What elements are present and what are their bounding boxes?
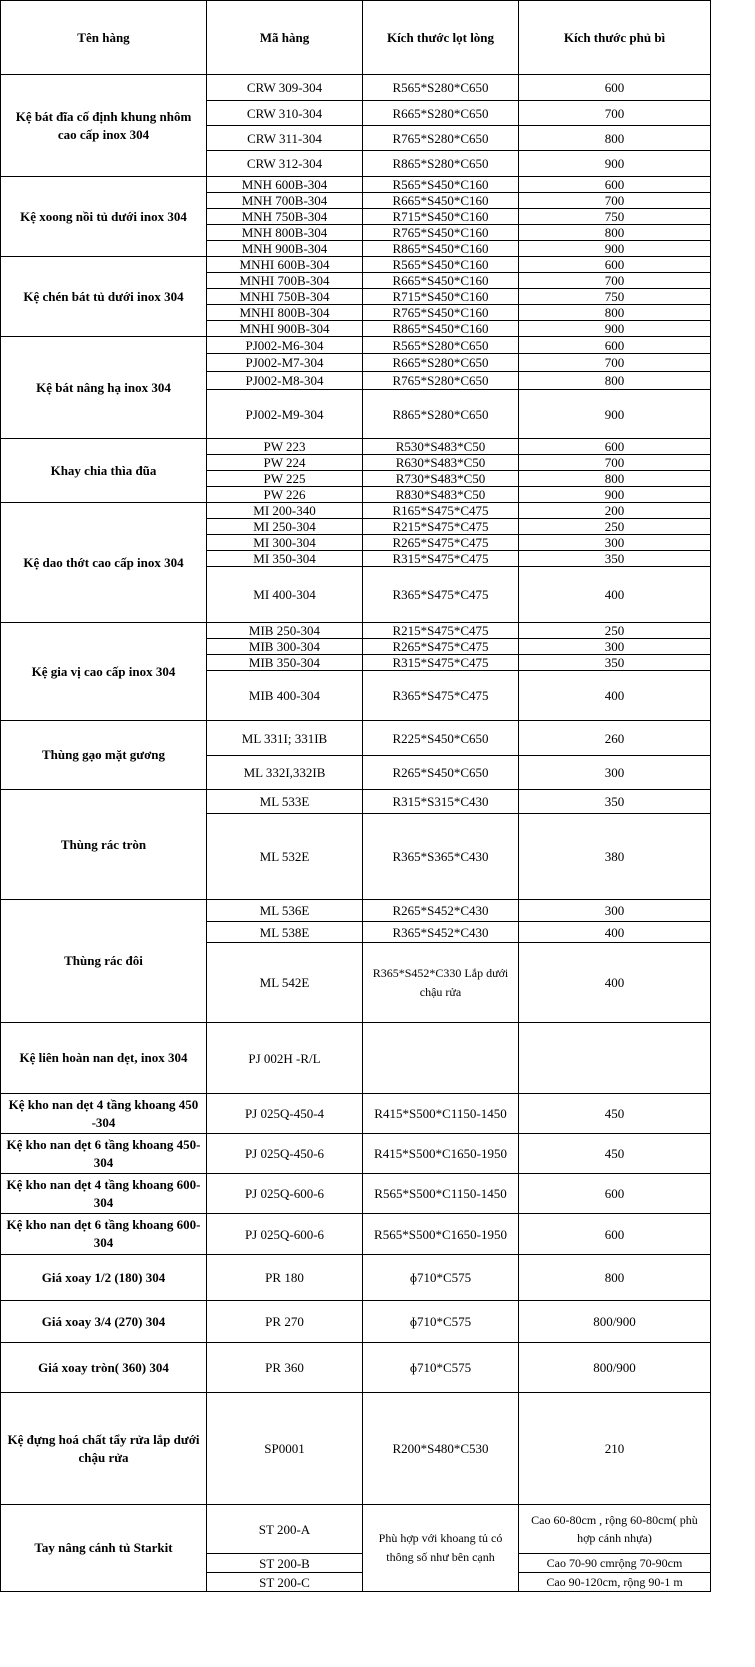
inner-size: R565*S450*C160 [363, 177, 519, 193]
product-code: SP0001 [207, 1393, 363, 1505]
product-code: MIB 400-304 [207, 671, 363, 721]
product-code: CRW 310-304 [207, 101, 363, 126]
table-row [1, 1094, 711, 1134]
table-row [1, 1023, 711, 1094]
inner-size: ɸ710*C575 [363, 1255, 519, 1301]
outer-size: 380 [519, 814, 711, 900]
product-code: PJ 025Q-450-6 [207, 1134, 363, 1174]
outer-size: 600 [519, 337, 711, 354]
outer-size: 600 [519, 75, 711, 101]
table-row [1, 790, 711, 814]
outer-size: 450 [519, 1134, 711, 1174]
product-code: PJ002-M8-304 [207, 372, 363, 390]
product-code: PW 225 [207, 471, 363, 487]
table-row [1, 439, 711, 455]
outer-size: 400 [519, 567, 711, 623]
table-body [1, 1, 711, 1592]
product-name: Kệ gia vị cao cấp inox 304 [1, 623, 207, 721]
outer-size: 800 [519, 305, 711, 321]
product-name: Tay nâng cánh tủ Starkit [1, 1505, 207, 1592]
outer-size: 800 [519, 471, 711, 487]
product-code: MNHI 700B-304 [207, 273, 363, 289]
product-code: ML 332I,332IB [207, 756, 363, 790]
header-outer-size: Kích thước phủ bì [519, 1, 711, 75]
product-code: MNH 700B-304 [207, 193, 363, 209]
product-code: ST 200-A [207, 1505, 363, 1554]
product-code: PW 223 [207, 439, 363, 455]
inner-size: R215*S475*C475 [363, 623, 519, 639]
outer-size: 260 [519, 721, 711, 756]
inner-size: R865*S280*C650 [363, 390, 519, 439]
inner-size [363, 1023, 519, 1094]
outer-size: 600 [519, 1214, 711, 1255]
inner-size: R630*S483*C50 [363, 455, 519, 471]
outer-size: 750 [519, 209, 711, 225]
inner-size: R715*S450*C160 [363, 209, 519, 225]
outer-size: 700 [519, 193, 711, 209]
inner-size: R365*S452*C430 [363, 922, 519, 943]
inner-size: R765*S450*C160 [363, 305, 519, 321]
inner-size: R865*S280*C650 [363, 151, 519, 177]
table-row [1, 1174, 711, 1214]
outer-size: 400 [519, 671, 711, 721]
inner-size: R830*S483*C50 [363, 487, 519, 503]
product-name: Kệ dao thớt cao cấp inox 304 [1, 503, 207, 623]
product-code: PW 226 [207, 487, 363, 503]
header-inner-size: Kích thước lọt lòng [363, 1, 519, 75]
outer-size: 400 [519, 943, 711, 1023]
inner-size: R565*S500*C1650-1950 [363, 1214, 519, 1255]
inner-size: R715*S450*C160 [363, 289, 519, 305]
outer-size: 900 [519, 390, 711, 439]
product-name: Kệ liên hoàn nan dẹt, inox 304 [1, 1023, 207, 1094]
product-code: ST 200-B [207, 1554, 363, 1573]
outer-size: 900 [519, 487, 711, 503]
product-name: Kệ kho nan dẹt 4 tầng khoang 450 -304 [1, 1094, 207, 1134]
outer-size: 600 [519, 177, 711, 193]
outer-size: 200 [519, 503, 711, 519]
outer-size: 700 [519, 455, 711, 471]
outer-size: 300 [519, 900, 711, 922]
product-code: PJ002-M6-304 [207, 337, 363, 354]
product-name: Thùng rác tròn [1, 790, 207, 900]
product-name: Thùng gạo mặt gương [1, 721, 207, 790]
inner-size: R765*S450*C160 [363, 225, 519, 241]
product-code: PJ 025Q-600-6 [207, 1214, 363, 1255]
outer-size: Cao 60-80cm , rộng 60-80cm( phù hợp cánh nhựa) [519, 1505, 711, 1554]
product-code: MNH 800B-304 [207, 225, 363, 241]
outer-size: 350 [519, 655, 711, 671]
product-code: PR 270 [207, 1301, 363, 1343]
outer-size: Cao 90-120cm, rộng 90-1 m [519, 1573, 711, 1592]
inner-size: R365*S452*C330 Lắp dưới chậu rửa [363, 943, 519, 1023]
inner-size: R530*S483*C50 [363, 439, 519, 455]
product-code: MI 400-304 [207, 567, 363, 623]
table-row [1, 1343, 711, 1393]
outer-size: 700 [519, 273, 711, 289]
product-code: ML 536E [207, 900, 363, 922]
product-code: ML 542E [207, 943, 363, 1023]
inner-size: R315*S315*C430 [363, 790, 519, 814]
table-row [1, 1134, 711, 1174]
product-code: CRW 312-304 [207, 151, 363, 177]
product-code: MI 250-304 [207, 519, 363, 535]
header-name: Tên hàng [1, 1, 207, 75]
table-row [1, 75, 711, 101]
outer-size [519, 1023, 711, 1094]
inner-size: R415*S500*C1650-1950 [363, 1134, 519, 1174]
inner-size: R225*S450*C650 [363, 721, 519, 756]
outer-size: 450 [519, 1094, 711, 1134]
inner-size: R265*S452*C430 [363, 900, 519, 922]
product-code: PW 224 [207, 455, 363, 471]
product-code: MNHI 900B-304 [207, 321, 363, 337]
inner-size: R765*S280*C650 [363, 372, 519, 390]
inner-size: R415*S500*C1150-1450 [363, 1094, 519, 1134]
inner-size: R200*S480*C530 [363, 1393, 519, 1505]
product-code: PJ002-M7-304 [207, 354, 363, 372]
product-code: CRW 309-304 [207, 75, 363, 101]
inner-size: R265*S475*C475 [363, 535, 519, 551]
product-name: Giá xoay 1/2 (180) 304 [1, 1255, 207, 1301]
inner-size: R265*S450*C650 [363, 756, 519, 790]
product-name: Kệ xoong nồi tủ dưới inox 304 [1, 177, 207, 257]
inner-size: R365*S475*C475 [363, 671, 519, 721]
inner-size: ɸ710*C575 [363, 1343, 519, 1393]
product-name: Kệ kho nan dẹt 4 tầng khoang 600-304 [1, 1174, 207, 1214]
outer-size: 800 [519, 225, 711, 241]
product-code: MI 300-304 [207, 535, 363, 551]
product-code: MNH 750B-304 [207, 209, 363, 225]
product-code: MNHI 800B-304 [207, 305, 363, 321]
outer-size: 300 [519, 639, 711, 655]
outer-size: 800 [519, 372, 711, 390]
inner-size: R565*S450*C160 [363, 257, 519, 273]
outer-size: 800/900 [519, 1343, 711, 1393]
header-row [1, 1, 711, 75]
table-row [1, 900, 711, 922]
outer-size: 800 [519, 126, 711, 151]
outer-size: 400 [519, 922, 711, 943]
product-code: PJ002-M9-304 [207, 390, 363, 439]
inner-size: R865*S450*C160 [363, 241, 519, 257]
product-name: Giá xoay tròn( 360) 304 [1, 1343, 207, 1393]
outer-size: 300 [519, 756, 711, 790]
product-code: ST 200-C [207, 1573, 363, 1592]
inner-size: R765*S280*C650 [363, 126, 519, 151]
outer-size: 350 [519, 790, 711, 814]
product-name: Giá xoay 3/4 (270) 304 [1, 1301, 207, 1343]
outer-size: Cao 70-90 cmrộng 70-90cm [519, 1554, 711, 1573]
outer-size: 250 [519, 623, 711, 639]
outer-size: 600 [519, 1174, 711, 1214]
inner-size: R565*S280*C650 [363, 337, 519, 354]
outer-size: 800 [519, 1255, 711, 1301]
inner-size: R165*S475*C475 [363, 503, 519, 519]
header-code: Mã hàng [207, 1, 363, 75]
product-code: PJ 002H -R/L [207, 1023, 363, 1094]
product-code: PJ 025Q-450-4 [207, 1094, 363, 1134]
inner-size: Phù hợp với khoang tủ có thông số như bên cạnh [363, 1505, 519, 1592]
inner-size: R665*S280*C650 [363, 101, 519, 126]
product-code: MNH 600B-304 [207, 177, 363, 193]
inner-size: R565*S500*C1150-1450 [363, 1174, 519, 1214]
outer-size: 600 [519, 257, 711, 273]
table-row [1, 1301, 711, 1343]
table-row [1, 337, 711, 354]
inner-size: ɸ710*C575 [363, 1301, 519, 1343]
product-code: ML 532E [207, 814, 363, 900]
product-code: ML 331I; 331IB [207, 721, 363, 756]
inner-size: R315*S475*C475 [363, 551, 519, 567]
product-code: MNHI 750B-304 [207, 289, 363, 305]
product-code: PR 360 [207, 1343, 363, 1393]
outer-size: 300 [519, 535, 711, 551]
inner-size: R665*S450*C160 [363, 193, 519, 209]
outer-size: 700 [519, 101, 711, 126]
product-code: ML 533E [207, 790, 363, 814]
table-row [1, 177, 711, 193]
outer-size: 210 [519, 1393, 711, 1505]
product-name: Thùng rác đôi [1, 900, 207, 1023]
product-code: MNHI 600B-304 [207, 257, 363, 273]
product-name: Khay chia thìa đũa [1, 439, 207, 503]
inner-size: R315*S475*C475 [363, 655, 519, 671]
outer-size: 900 [519, 151, 711, 177]
outer-size: 250 [519, 519, 711, 535]
product-name: Kệ bát đĩa cố định khung nhôm cao cấp inox 304 [1, 75, 207, 177]
inner-size: R665*S450*C160 [363, 273, 519, 289]
product-name: Kệ chén bát tủ dưới inox 304 [1, 257, 207, 337]
product-code: MIB 250-304 [207, 623, 363, 639]
table-row [1, 623, 711, 639]
product-code: ML 538E [207, 922, 363, 943]
inner-size: R565*S280*C650 [363, 75, 519, 101]
product-code: PR 180 [207, 1255, 363, 1301]
table-row [1, 1255, 711, 1301]
outer-size: 800/900 [519, 1301, 711, 1343]
product-code: PJ 025Q-600-6 [207, 1174, 363, 1214]
product-name: Kệ bát nâng hạ inox 304 [1, 337, 207, 439]
inner-size: R665*S280*C650 [363, 354, 519, 372]
product-name: Kệ đựng hoá chất tẩy rửa lắp dưới chậu rửa [1, 1393, 207, 1505]
table-row [1, 721, 711, 756]
table-row [1, 1393, 711, 1505]
product-name: Kệ kho nan dẹt 6 tầng khoang 600-304 [1, 1214, 207, 1255]
table-row [1, 503, 711, 519]
inner-size: R215*S475*C475 [363, 519, 519, 535]
outer-size: 350 [519, 551, 711, 567]
product-code: MNH 900B-304 [207, 241, 363, 257]
product-name: Kệ kho nan dẹt 6 tầng khoang 450-304 [1, 1134, 207, 1174]
inner-size: R265*S475*C475 [363, 639, 519, 655]
product-code: MI 350-304 [207, 551, 363, 567]
inner-size: R865*S450*C160 [363, 321, 519, 337]
table-row [1, 1214, 711, 1255]
product-code: MI 200-340 [207, 503, 363, 519]
product-code: MIB 300-304 [207, 639, 363, 655]
inner-size: R365*S475*C475 [363, 567, 519, 623]
outer-size: 700 [519, 354, 711, 372]
outer-size: 750 [519, 289, 711, 305]
product-code: MIB 350-304 [207, 655, 363, 671]
table-row [1, 257, 711, 273]
table-row [1, 1505, 711, 1554]
outer-size: 900 [519, 241, 711, 257]
outer-size: 900 [519, 321, 711, 337]
inner-size: R365*S365*C430 [363, 814, 519, 900]
product-code: CRW 311-304 [207, 126, 363, 151]
inner-size: R730*S483*C50 [363, 471, 519, 487]
outer-size: 600 [519, 439, 711, 455]
